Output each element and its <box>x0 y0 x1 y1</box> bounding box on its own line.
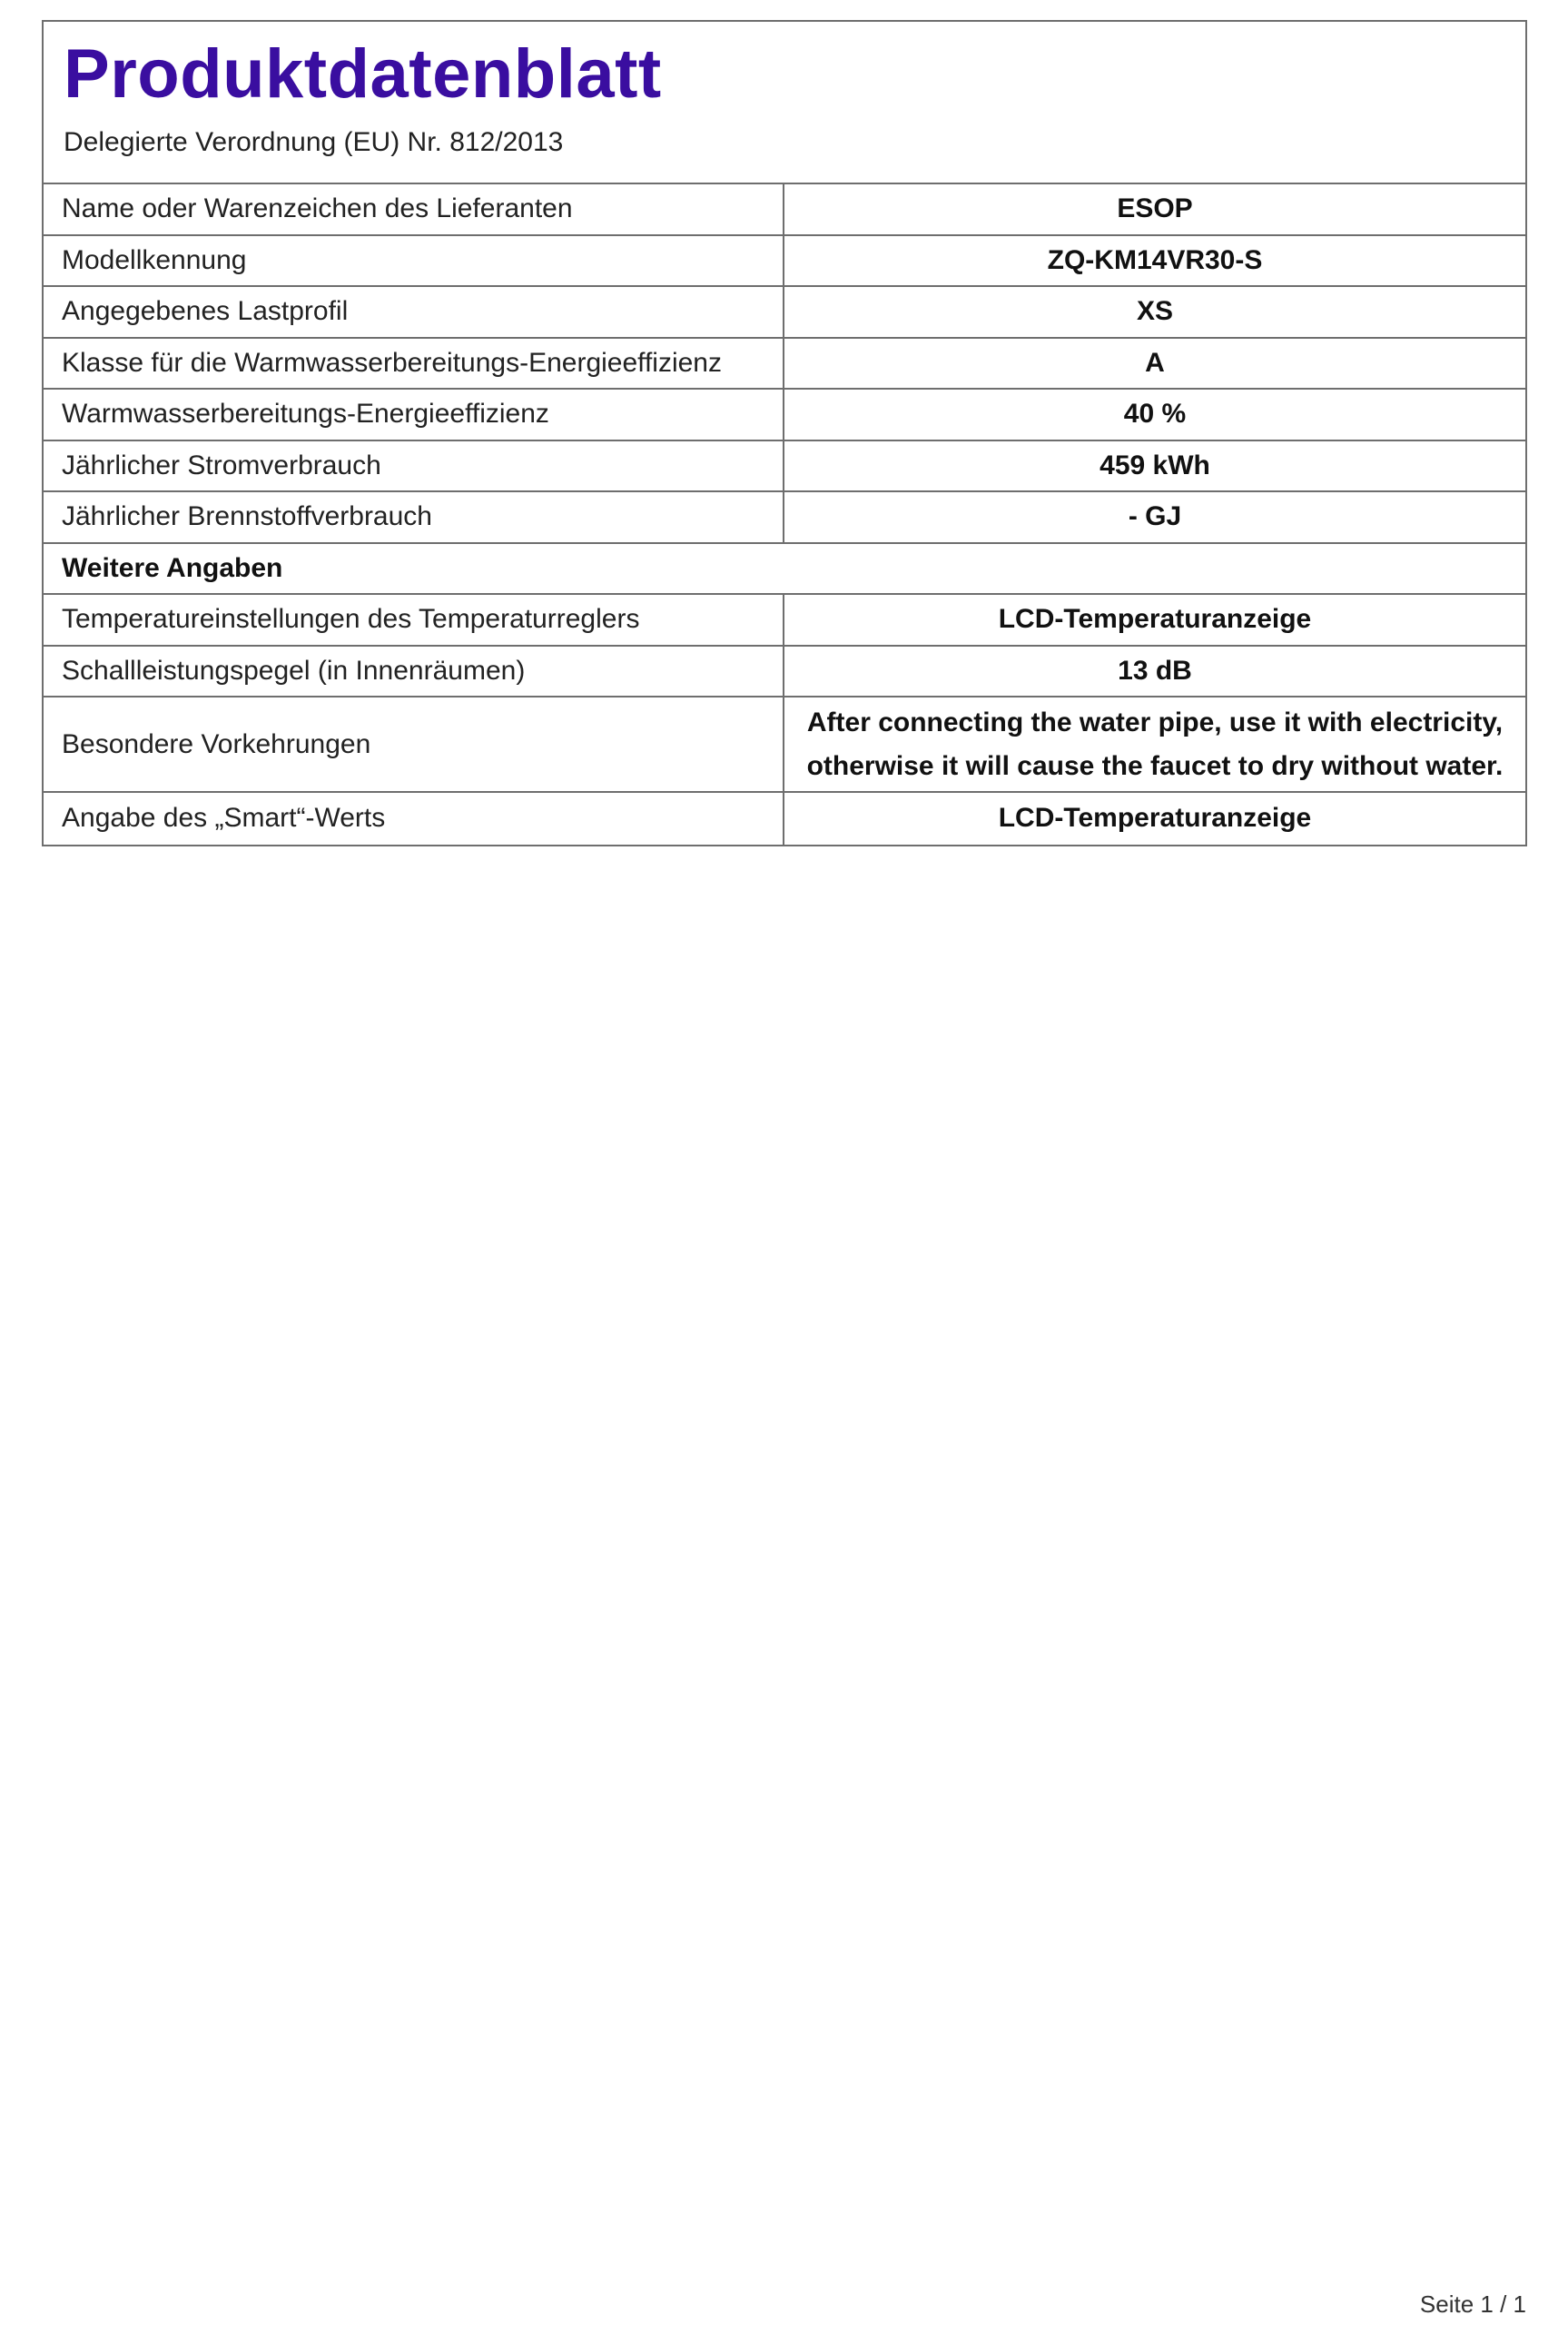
row-label: Angabe des „Smart“-Werts <box>44 793 784 845</box>
row-value: LCD-Temperaturanzeige <box>998 604 1312 635</box>
row-value: After connecting the water pipe, use it with electricity, otherwise it will cause the faucet to dry without water. <box>806 707 1504 781</box>
row-value: A <box>1145 347 1165 378</box>
row-value: 13 dB <box>1118 655 1192 686</box>
row-value: LCD-Temperaturanzeige <box>998 803 1312 834</box>
sheet-header <box>44 22 1525 184</box>
page-indicator: Seite 1 / 1 <box>1419 2290 1526 2318</box>
row-label: Jährlicher Brennstoffverbrauch <box>44 492 784 542</box>
regulation-subtitle: Delegierte Verordnung (EU) Nr. 812/2013 <box>64 127 564 157</box>
row-label: Klasse für die Warmwasserbereitungs-Energieeffizienz <box>44 339 784 389</box>
section-heading: Weitere Angaben <box>44 544 1525 596</box>
table-row <box>44 184 1525 236</box>
table-row <box>44 236 1525 288</box>
row-label: Angegebenes Lastprofil <box>44 287 784 337</box>
row-label: Modellkennung <box>44 236 784 286</box>
page-title: Produktdatenblatt <box>64 35 662 113</box>
row-label: Temperatureinstellungen des Temperaturreglers <box>44 595 784 645</box>
table-row <box>44 390 1525 441</box>
row-label: Warmwasserbereitungs-Energieeffizienz <box>44 390 784 440</box>
row-value: XS <box>1136 296 1174 327</box>
row-label: Besondere Vorkehrungen <box>44 698 784 791</box>
row-label: Jährlicher Stromverbrauch <box>44 441 784 491</box>
table-row <box>44 339 1525 391</box>
table-row <box>44 698 1525 793</box>
product-data-sheet <box>42 20 1527 846</box>
row-value: ESOP <box>1117 193 1193 224</box>
table-row <box>44 595 1525 647</box>
table-row <box>44 793 1525 845</box>
row-value: 459 kWh <box>1100 450 1210 480</box>
row-label: Schallleistungspegel (in Innenräumen) <box>44 647 784 697</box>
row-value: ZQ-KM14VR30-S <box>1047 244 1263 275</box>
row-label: Name oder Warenzeichen des Lieferanten <box>44 184 784 234</box>
row-value: 40 % <box>1123 399 1187 430</box>
table-row <box>44 287 1525 339</box>
table-row <box>44 647 1525 698</box>
row-value: - GJ <box>1128 501 1182 532</box>
table-row <box>44 441 1525 493</box>
table-row <box>44 492 1525 544</box>
